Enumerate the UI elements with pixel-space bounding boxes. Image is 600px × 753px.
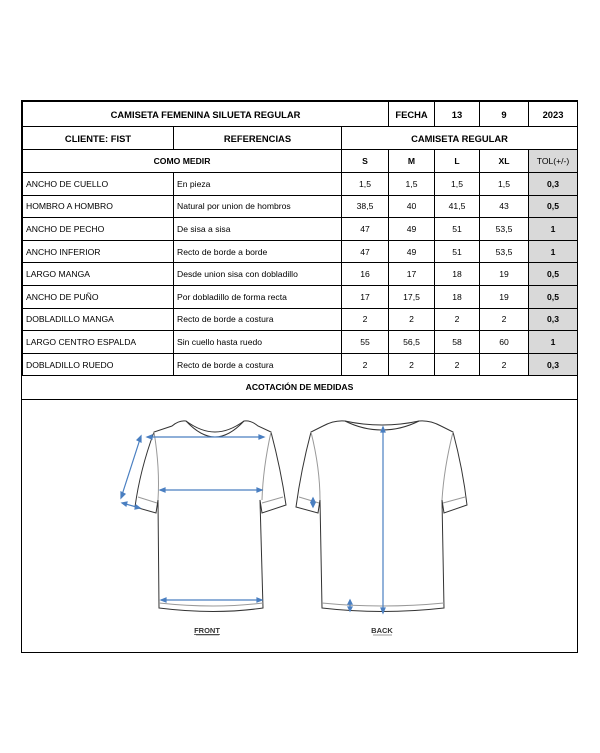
size-s-value: 38,5 bbox=[342, 195, 389, 218]
tolerance-value: 0,5 bbox=[529, 285, 578, 308]
measurement-name: ANCHO INFERIOR bbox=[23, 240, 174, 263]
style-label: CAMISETA REGULAR bbox=[342, 127, 578, 150]
size-xl-value: 19 bbox=[480, 263, 529, 286]
fecha-label: FECHA bbox=[389, 102, 435, 127]
size-s-value: 1,5 bbox=[342, 173, 389, 196]
size-m-value: 1,5 bbox=[389, 173, 435, 196]
size-xl-value: 43 bbox=[480, 195, 529, 218]
size-l-value: 1,5 bbox=[435, 173, 480, 196]
size-s-value: 2 bbox=[342, 308, 389, 331]
date-month: 9 bbox=[480, 102, 529, 127]
measurement-reference: Por dobladillo de forma recta bbox=[174, 285, 342, 308]
measurement-name: ANCHO DE CUELLO bbox=[23, 173, 174, 196]
size-m-value: 2 bbox=[389, 353, 435, 376]
size-xl-value: 1,5 bbox=[480, 173, 529, 196]
size-l-value: 41,5 bbox=[435, 195, 480, 218]
tolerance-value: 0,5 bbox=[529, 263, 578, 286]
measurement-reference: Recto de borde a costura bbox=[174, 308, 342, 331]
tolerance-value: 0,3 bbox=[529, 173, 578, 196]
size-l-value: 2 bbox=[435, 353, 480, 376]
measurement-reference: De sisa a sisa bbox=[174, 218, 342, 241]
measurement-name: DOBLADILLO MANGA bbox=[23, 308, 174, 331]
sheet-title: CAMISETA FEMENINA SILUETA REGULAR bbox=[23, 102, 389, 127]
size-xl-header: XL bbox=[480, 150, 529, 173]
size-xl-value: 2 bbox=[480, 308, 529, 331]
client-label: CLIENTE: FIST bbox=[23, 127, 174, 150]
tolerance-value: 1 bbox=[529, 218, 578, 241]
measurement-reference: Natural por union de hombros bbox=[174, 195, 342, 218]
front-tshirt-illustration bbox=[135, 421, 286, 612]
size-l-value: 18 bbox=[435, 263, 480, 286]
size-l-value: 18 bbox=[435, 285, 480, 308]
measurement-name: LARGO CENTRO ESPALDA bbox=[23, 331, 174, 354]
tolerance-value: 0,3 bbox=[529, 353, 578, 376]
measurement-reference: En pieza bbox=[174, 173, 342, 196]
size-m-value: 56,5 bbox=[389, 331, 435, 354]
size-s-value: 2 bbox=[342, 353, 389, 376]
date-day: 13 bbox=[435, 102, 480, 127]
acotacion-title: ACOTACIÓN DE MEDIDAS bbox=[22, 376, 577, 400]
size-l-value: 58 bbox=[435, 331, 480, 354]
date-year: 2023 bbox=[529, 102, 578, 127]
measurement-reference: Recto de borde a borde bbox=[174, 240, 342, 263]
measurement-reference: Desde union sisa con dobladillo bbox=[174, 263, 342, 286]
front-view-label: FRONT bbox=[194, 626, 220, 635]
size-l-header: L bbox=[435, 150, 480, 173]
size-s-value: 47 bbox=[342, 240, 389, 263]
how-to-measure-header: COMO MEDIR bbox=[23, 150, 342, 173]
tolerance-value: 1 bbox=[529, 240, 578, 263]
tolerance-value: 1 bbox=[529, 331, 578, 354]
size-m-value: 49 bbox=[389, 218, 435, 241]
measurement-name: LARGO MANGA bbox=[23, 263, 174, 286]
size-xl-value: 60 bbox=[480, 331, 529, 354]
measurement-name: ANCHO DE PUÑO bbox=[23, 285, 174, 308]
measurement-name: ANCHO DE PECHO bbox=[23, 218, 174, 241]
size-m-value: 40 bbox=[389, 195, 435, 218]
size-l-value: 2 bbox=[435, 308, 480, 331]
back-tshirt-illustration bbox=[296, 421, 467, 612]
tolerance-value: 0,5 bbox=[529, 195, 578, 218]
measurement-name: HOMBRO A HOMBRO bbox=[23, 195, 174, 218]
size-m-value: 17 bbox=[389, 263, 435, 286]
size-l-value: 51 bbox=[435, 218, 480, 241]
measurement-name: DOBLADILLO RUEDO bbox=[23, 353, 174, 376]
references-label: REFERENCIAS bbox=[174, 127, 342, 150]
size-xl-value: 53,5 bbox=[480, 218, 529, 241]
size-m-value: 17,5 bbox=[389, 285, 435, 308]
measurement-reference: Recto de borde a costura bbox=[174, 353, 342, 376]
size-l-value: 51 bbox=[435, 240, 480, 263]
measurement-reference: Sin cuello hasta ruedo bbox=[174, 331, 342, 354]
size-s-header: S bbox=[342, 150, 389, 173]
size-s-value: 47 bbox=[342, 218, 389, 241]
size-s-value: 55 bbox=[342, 331, 389, 354]
size-xl-value: 2 bbox=[480, 353, 529, 376]
size-s-value: 16 bbox=[342, 263, 389, 286]
size-m-value: 49 bbox=[389, 240, 435, 263]
size-m-header: M bbox=[389, 150, 435, 173]
size-xl-value: 53,5 bbox=[480, 240, 529, 263]
size-xl-value: 19 bbox=[480, 285, 529, 308]
size-s-value: 17 bbox=[342, 285, 389, 308]
back-view-label: BACK bbox=[371, 626, 393, 635]
tolerance-header: TOL(+/-) bbox=[529, 150, 578, 173]
size-m-value: 2 bbox=[389, 308, 435, 331]
tolerance-value: 0,3 bbox=[529, 308, 578, 331]
